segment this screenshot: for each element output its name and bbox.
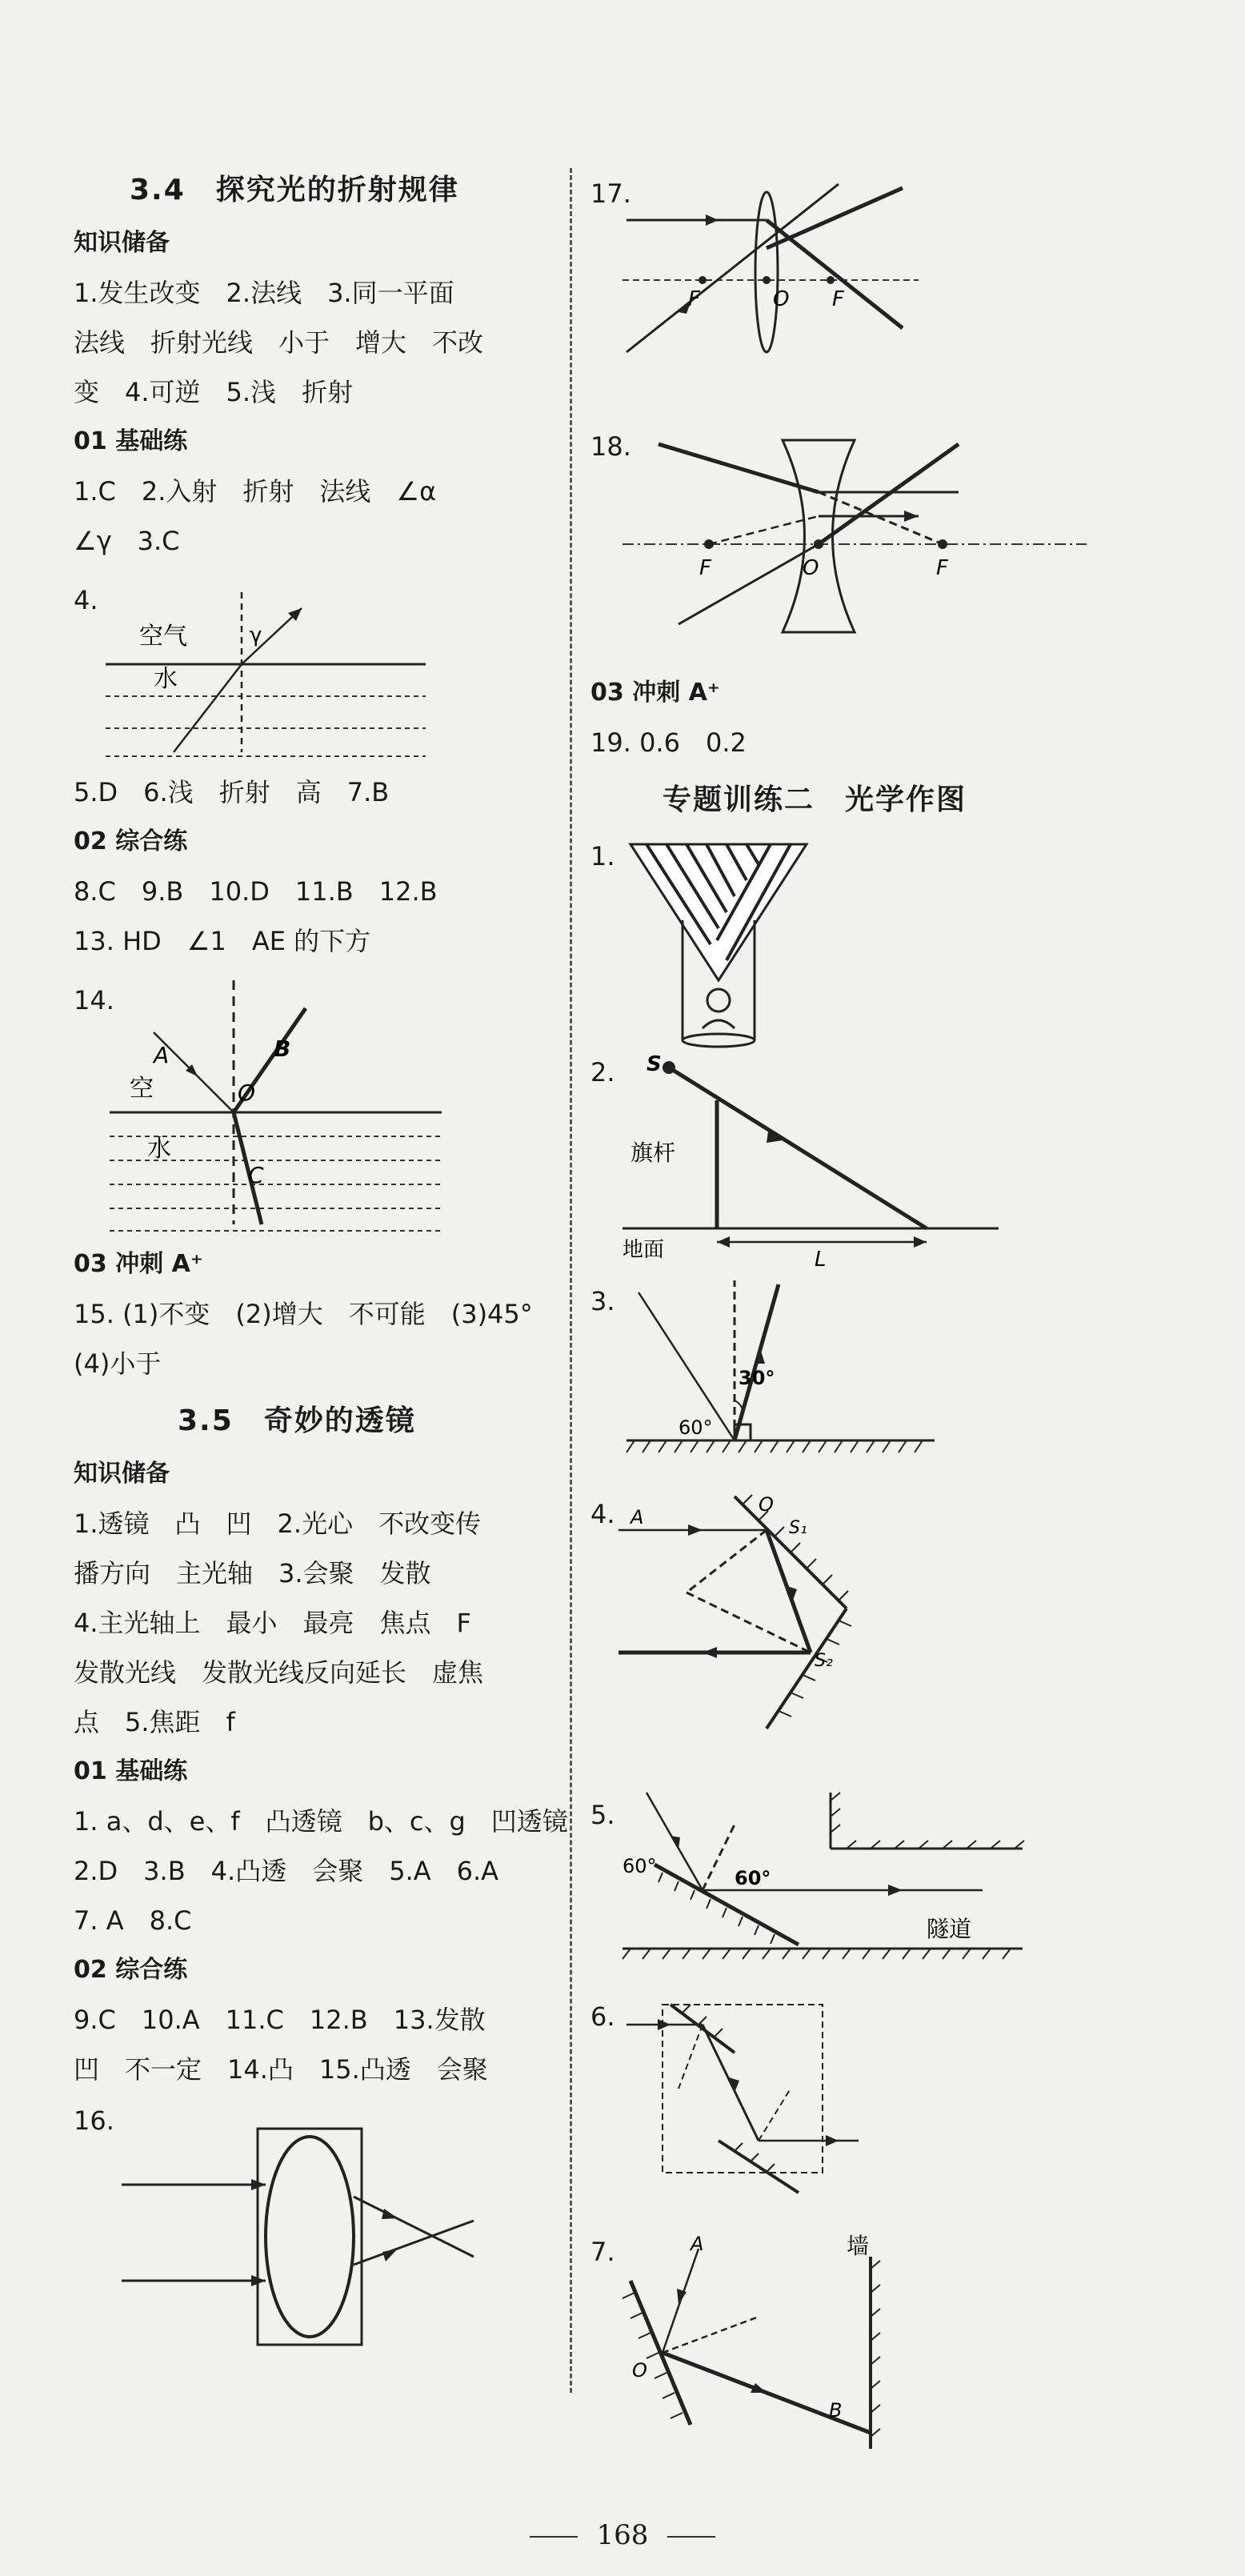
refraction-diagram-14: [106, 976, 458, 1232]
flagpole-label: 旗杆: [631, 1140, 676, 1166]
answer-line: 9.C 10.A 11.C 12.B 13.发散: [74, 2005, 486, 2035]
ray-label-A: A: [154, 1042, 170, 1068]
air-label: 空气: [139, 623, 187, 651]
air-label: 空: [130, 1075, 154, 1103]
answer-line: 播方向 主光轴 3.会聚 发散: [74, 1558, 431, 1588]
image-label-S1: S₁: [789, 1518, 807, 1538]
point-label-O: O: [759, 1493, 774, 1516]
section-3-4-title: 3.4 探究光的折射规律: [130, 174, 459, 206]
concave-lens-diagram-18: [622, 432, 1095, 640]
ground-label: 地面: [622, 1238, 665, 1262]
ray-label-A: A: [631, 1506, 644, 1528]
sprint-heading: 03 冲刺 A⁺: [74, 1250, 203, 1278]
answer-line: 19. 0.6 0.2: [590, 727, 747, 758]
flagpole-shadow-diagram-2: [614, 1052, 1015, 1272]
ray-label-B: B: [274, 1036, 291, 1062]
point-label-O: O: [238, 1080, 256, 1106]
water-label: 水: [154, 665, 178, 693]
basic-practice-heading: 01 基础练: [74, 427, 188, 455]
column-divider: [570, 168, 572, 2393]
question-number: 18.: [590, 431, 631, 462]
image-label-S2: S₂: [815, 1651, 833, 1671]
answer-line: 4.主光轴上 最小 最亮 焦点 F: [74, 1608, 471, 1638]
lens-box-diagram-16: [114, 2121, 530, 2361]
page-number-text: 168: [596, 2519, 649, 2551]
question-number: 6.: [590, 2001, 615, 2032]
answer-line: 1.C 2.入射 折射 法线 ∠α: [74, 476, 437, 507]
tunnel-label: 隧道: [927, 1916, 972, 1942]
length-label-L: L: [815, 1248, 827, 1272]
section-3-5-title: 3.5 奇妙的透镜: [178, 1404, 416, 1437]
answer-line: 发散光线 发散光线反向延长 虚焦: [74, 1657, 484, 1688]
question-number: 4.: [590, 1499, 615, 1529]
refraction-diagram-4: [98, 584, 442, 768]
focus-label: F: [688, 287, 700, 311]
knowledge-heading: 知识储备: [74, 229, 170, 257]
answer-line: ∠γ 3.C: [74, 526, 180, 556]
angle-label-60: 60°: [622, 1855, 657, 1877]
question-number: 5.: [590, 1800, 615, 1830]
comprehensive-practice-heading: 02 综合练: [74, 827, 188, 855]
focus-label: F: [936, 556, 948, 580]
page-number-dash: [530, 2536, 578, 2538]
focus-label: F: [832, 287, 844, 311]
mirror-wall-diagram-7: [614, 2233, 903, 2457]
answer-line: 1. a、d、e、f 凸透镜 b、c、g 凹透镜: [74, 1806, 568, 1837]
special-training-title: 专题训练二 光学作图: [663, 783, 967, 816]
answer-line: 8.C 9.B 10.D 11.B 12.B: [74, 876, 438, 907]
water-label: 水: [147, 1135, 171, 1163]
angle-label-60: 60°: [735, 1867, 771, 1889]
answer-line: 2.D 3.B 4.凸透 会聚 5.A 6.A: [74, 1856, 499, 1886]
page-number-dash: [667, 2536, 715, 2538]
tunnel-mirror-diagram-5: [614, 1785, 1031, 1977]
answer-line: 点 5.焦距 f: [74, 1707, 235, 1737]
answer-line: 5.D 6.浅 折射 高 7.B: [74, 777, 390, 807]
comprehensive-practice-heading: 02 综合练: [74, 1956, 188, 1984]
gamma-label: γ: [250, 623, 262, 647]
page-number: [0, 2519, 1245, 2551]
question-number: 7.: [590, 2237, 615, 2267]
double-mirror-diagram-4: [614, 1488, 879, 1753]
angle-label-30: 30°: [739, 1367, 775, 1389]
answer-line: 1.发生改变 2.法线 3.同一平面: [74, 278, 454, 308]
question-number: 4.: [74, 585, 98, 615]
basic-practice-heading: 01 基础练: [74, 1757, 188, 1785]
knowledge-heading: 知识储备: [74, 1460, 170, 1488]
sprint-heading: 03 冲刺 A⁺: [590, 679, 720, 707]
answer-line: 1.透镜 凸 凹 2.光心 不改变传: [74, 1508, 482, 1539]
angle-label-60: 60°: [679, 1416, 713, 1439]
mirror-box-diagram-6: [622, 2001, 879, 2185]
answer-line: (4)小于: [74, 1348, 162, 1379]
ray-label-C: C: [248, 1162, 264, 1188]
question-number: 1.: [590, 841, 615, 871]
answer-line: 凹 不一定 14.凸 15.凸透 会聚: [74, 2054, 488, 2085]
answer-line: 15. (1)不变 (2)增大 不可能 (3)45°: [74, 1299, 533, 1329]
answer-line: 变 4.可逆 5.浅 折射: [74, 377, 354, 407]
answer-line: 13. HD ∠1 AE 的下方: [74, 926, 371, 956]
question-number: 17.: [590, 178, 631, 209]
point-label-A: A: [691, 2233, 704, 2255]
focus-label: F: [699, 556, 711, 580]
shadow-cone-diagram-1: [622, 840, 815, 1048]
wall-label: 墙: [847, 2233, 870, 2259]
answer-line: 法线 折射光线 小于 增大 不改: [74, 327, 484, 358]
point-label-O: O: [632, 2359, 647, 2382]
answer-line: 7. A 8.C: [74, 1905, 192, 1936]
point-label-B: B: [829, 2399, 843, 2422]
reflection-diagram-3: [622, 1280, 943, 1464]
optical-center-label: O: [773, 287, 790, 311]
optical-center-label: O: [803, 556, 819, 580]
convex-lens-diagram-17: [622, 184, 935, 360]
question-number: 3.: [590, 1286, 615, 1316]
question-number: 2.: [590, 1057, 615, 1088]
question-number: 16.: [74, 2105, 114, 2136]
source-label-S: S: [647, 1052, 662, 1076]
question-number: 14.: [74, 985, 114, 1016]
